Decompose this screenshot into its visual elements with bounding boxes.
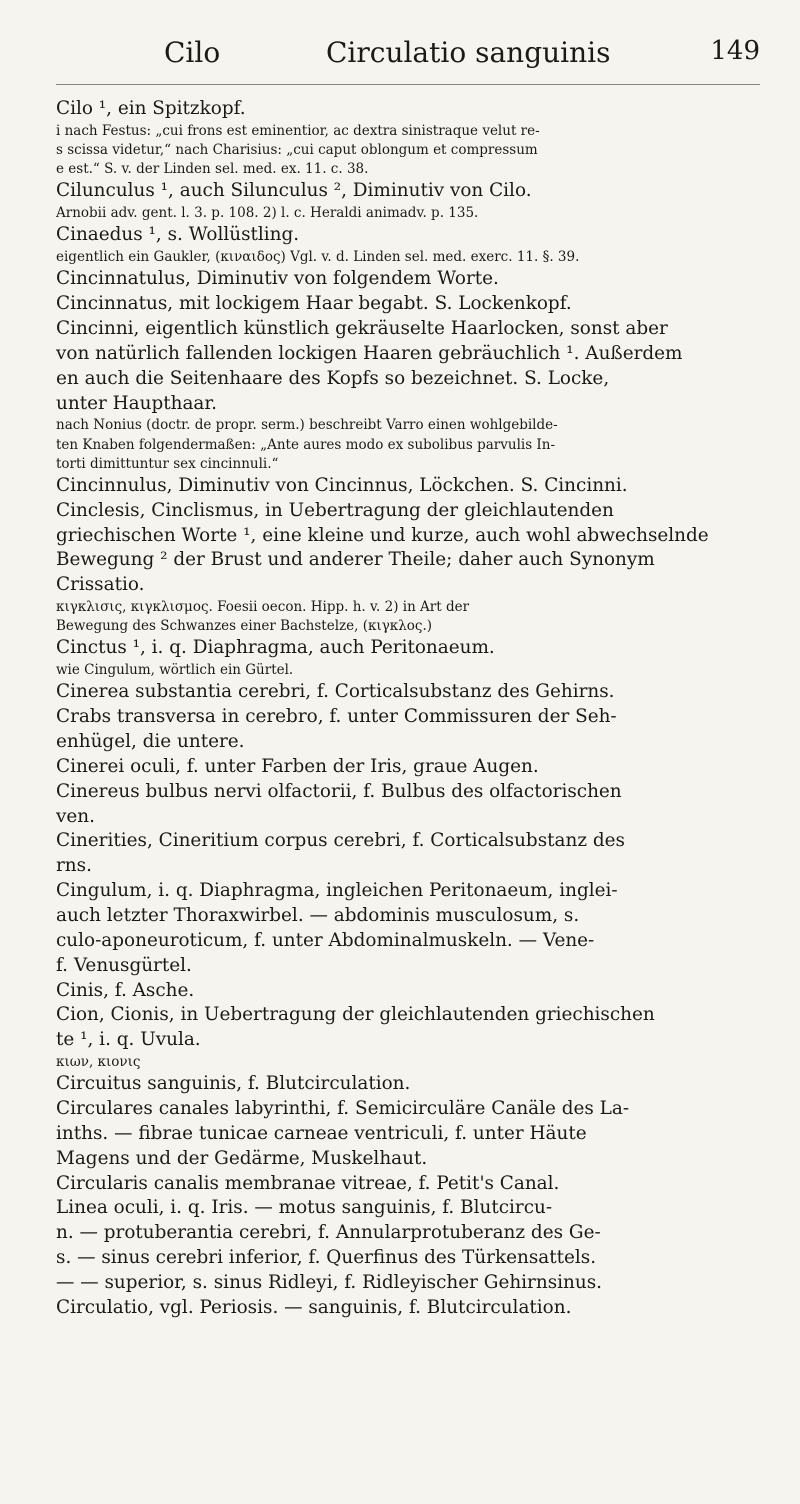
entry-line: Cilo ¹, ein Spitzkopf. (56, 98, 246, 119)
entry-line: Circulatio, vgl. Periosis. — sanguinis, f. Blutcirculation. (56, 1296, 572, 1318)
entry-line: Circularis canalis membranae vitreae, f. Petit's Canal. (56, 1172, 560, 1194)
footnote-line: ten Knaben folgendermaßen: „Ante aures modo ex subolibus parvulis In- (56, 436, 556, 453)
entry-line: Cinaedus ¹, s. Wollüstling. (56, 224, 300, 246)
footnote-line: Arnobii adv. gent. l. 3. p. 108. 2) l. c. Heraldi animadv. p. 135. (56, 205, 479, 222)
entry-line: Cingulum, i. q. Diaphragma, ingleichen Peritonaeum, inglei- (56, 880, 618, 902)
entry-line: culo-aponeuroticum, f. unter Abdominalmuskeln. — Vene- (56, 929, 595, 951)
entry-line: Circuitus sanguinis, f. Blutcirculation. (56, 1073, 411, 1095)
entry-line: ven. (56, 805, 95, 827)
footnote-line: s scissa videtur,“ nach Charisius: „cui caput oblongum et compressum (56, 142, 538, 158)
entry-line: Circulares canales labyrinthi, f. Semicirculäre Canäle des La- (56, 1098, 630, 1120)
entry-line: — — superior, s. sinus Ridleyi, f. Ridleyischer Gehirnsinus. (56, 1271, 602, 1293)
footnote-line: i nach Festus: „cui frons est eminentior, ac dextra sinistraque velut re- (56, 122, 540, 139)
footnote-line: κιων, κιονις (56, 1054, 141, 1071)
entry-line: en auch die Seitenhaare des Kopfs so bezeichnet. S. Locke, (56, 367, 610, 389)
entry-line: Cinis, f. Asche. (56, 979, 195, 1001)
entry-line: Linea oculi, i. q. Iris. — motus sanguinis, f. Blutcircu- (56, 1197, 553, 1219)
footnote-line: Bewegung des Schwanzes einer Bachstelze, (κιγκλος.) (56, 618, 433, 635)
entry-line: griechischen Worte ¹, eine kleine und kurze, auch wohl abwechselnde (56, 524, 709, 546)
entry-line: Cinerei oculi, f. unter Farben der Iris, graue Augen. (56, 755, 539, 777)
entry-line: Cinerea substantia cerebri, f. Corticalsubstanz des Gehirns. (56, 681, 615, 703)
entry-line: Crissatio. (56, 574, 145, 596)
entry-line: s. — sinus cerebri inferior, f. Querfinus des Türkensattels. (56, 1247, 597, 1269)
entry-line: Bewegung ² der Brust und anderer Theile; daher auch Synonym (56, 549, 655, 571)
header-center-word: Circulatio sanguinis (326, 36, 611, 69)
entry-line: enhügel, die untere. (56, 731, 245, 753)
dictionary-entries (56, 97, 760, 1321)
entry-line: Crabs transversa in cerebro, f. unter Commissuren der Seh- (56, 706, 617, 728)
entry-line: inths. — fibrae tunicae carneae ventriculi, f. unter Häute (56, 1122, 587, 1144)
entry-line: unter Haupthaar. (56, 392, 217, 414)
entry-line: Cinctus ¹, i. q. Diaphragma, auch Peritonaeum. (56, 637, 495, 659)
footnote-line: κιγκλισις, κιγκλισμος. Foesii oecon. Hipp. h. v. 2) in Art der (56, 599, 470, 616)
entry-line: f. Venusgürtel. (56, 954, 192, 976)
entry-line: rns. (56, 855, 92, 877)
entry-line: Cilunculus ¹, auch Silunculus ², Diminutiv von Cilo. (56, 180, 532, 202)
header-left-word: Cilo (164, 36, 221, 69)
entry-line: Cincinnatus, mit lockigem Haar begabt. S. Lockenkopf. (56, 293, 572, 315)
entry-line: Cinclesis, Cinclismus, in Uebertragung der gleichlautenden (56, 499, 614, 521)
entry-line: te ¹, i. q. Uvula. (56, 1029, 201, 1051)
footnote-line: nach Nonius (doctr. de propr. serm.) beschreibt Varro einen wohlgebilde- (56, 417, 558, 434)
entry-line: auch letzter Thoraxwirbel. — abdominis musculosum, s. (56, 904, 580, 926)
entry-line: von natürlich fallenden lockigen Haaren gebräuchlich ¹. Außerdem (56, 342, 683, 364)
page-header (56, 26, 760, 85)
entry-line: Cinereus bulbus nervi olfactorii, f. Bulbus des olfactorischen (56, 780, 622, 802)
entry-line: Cincinni, eigentlich künstlich gekräuselte Haarlocken, sonst aber (56, 318, 668, 339)
page-number: 149 (710, 36, 760, 66)
entry-line: Cion, Cionis, in Uebertragung der gleichlautenden griechischen (56, 1004, 655, 1026)
footnote-line: e est.“ S. v. der Linden sel. med. ex. 11. c. 38. (56, 161, 369, 178)
entry-line: Cinerities, Cineritium corpus cerebri, f. Corticalsubstanz des (56, 830, 625, 852)
entry-line: n. — protuberantia cerebri, f. Annularprotuberanz des Ge- (56, 1222, 601, 1244)
footnote-line: torti dimittuntur sex cincinnuli.“ (56, 455, 279, 472)
entry-line: Magens und der Gedärme, Muskelhaut. (56, 1147, 428, 1169)
footnote-line: wie Cingulum, wörtlich ein Gürtel. (56, 662, 294, 679)
entry-line: Cincinnulus, Diminutiv von Cincinnus, Löckchen. S. Cincinni. (56, 474, 628, 496)
footnote-line: eigentlich ein Gaukler, (κιναιδος) Vgl. v. d. Linden sel. med. exerc. 11. §. 39. (56, 249, 580, 266)
entry-line: Cincinnatulus, Diminutiv von folgendem Worte. (56, 268, 499, 290)
